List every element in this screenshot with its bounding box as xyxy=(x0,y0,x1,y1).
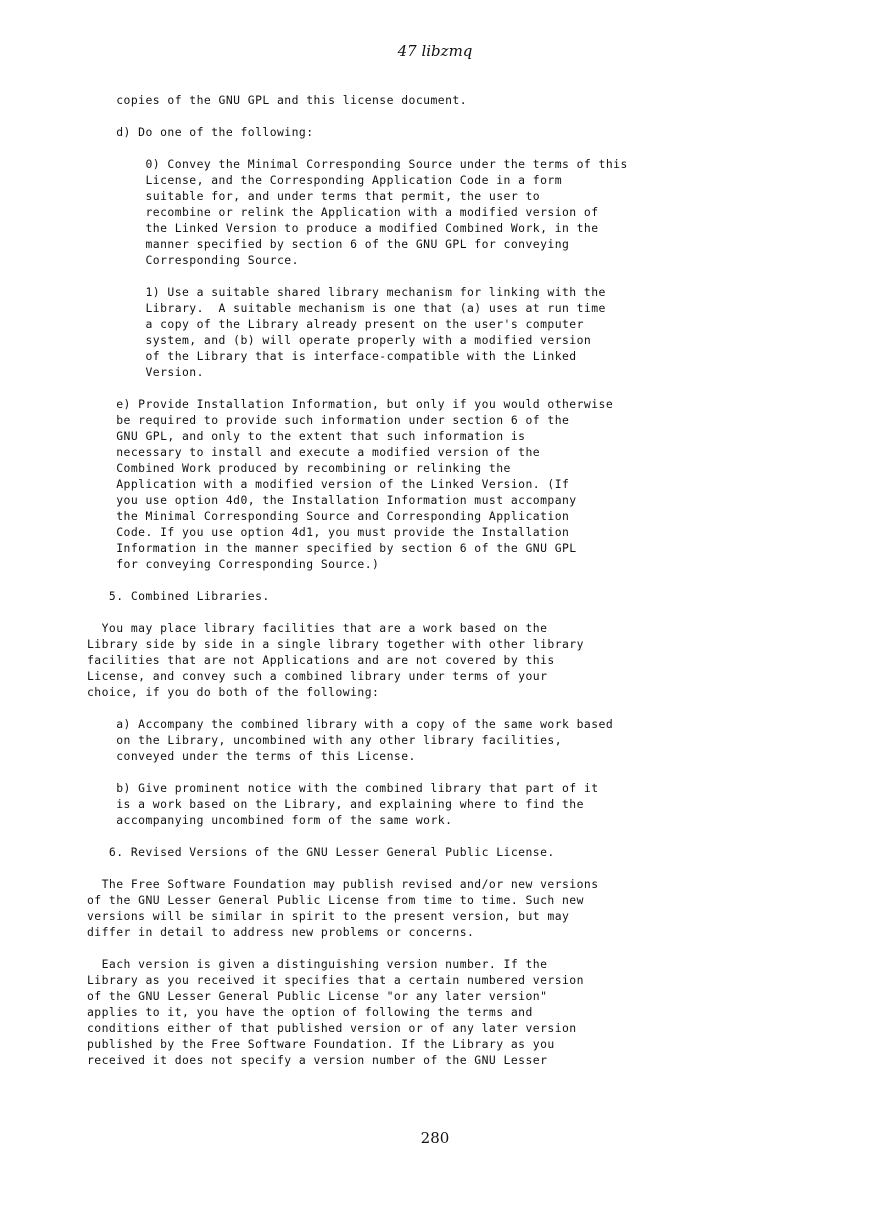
license-text-block: copies of the GNU GPL and this license document. d) Do one of the following: 0) Convey the Minimal Corresponding Source under the terms of this License, and the Corresponding Application Code in a form suitable for, and under terms that permit, the user to recombine or relink the Application with a modified version of the Linked Version to produce a modified Combined Work, in the manner specified by section 6 of the GNU GPL for conveying Corresponding Source. 1) Use a suitable shared library mechanism for linking with the Library. A suitable mechanism is one that (a) uses at run time a copy of the Library already present on the user's computer system, and (b) will operate properly with a modified version of the Library that is interface-compatible with the Linked Version. e) Provide Installation Information, but only if you would otherwise be required to provide such information under section 6 of the GNU GPL, and only to the extent that such information is necessary to install and execute a modified version of the Combined Work produced by recombining or relinking the Application with a modified version of the Linked Version. (If you use option 4d0, the Installation Information must accompany the Minimal Corresponding Source and Corresponding Application Code. If you use option 4d1, you must provide the Installation Information in the manner specified by section 6 of the GNU GPL for conveying Corresponding Source.) 5. Combined Libraries. You may place library facilities that are a work based on the Library side by side in a single library together with other library facilities that are not Applications and are not covered by this License, and convey such a combined library under terms of your choice, if you do both of the following: a) Accompany the combined library with a copy of the same work based on the Library, uncombined with any other library facilities, conveyed under the terms of this License. b) Give prominent notice with the combined library that part of it is a work based on the Library, and explaining where to find the accompanying uncombined form of the same work. 6. Revised Versions of the GNU Lesser General Public License. The Free Software Foundation may publish revised and/or new versions of the GNU Lesser General Public License from time to time. Such new versions will be similar in spirit to the present version, but may differ in detail to address new problems or concerns. Each version is given a distinguishing version number. If the Library as you received it specifies that a certain numbered version of the GNU Lesser General Public License "or any later version" applies to it, you have the option of following the terms and conditions either of that published version or of any later version published by the Free Software Foundation. If the Library as you received it does not specify a version number of the GNU Lesser xyxy=(87,93,628,1067)
running-header-title: 47 libzmq xyxy=(397,42,473,60)
page-number: 280 xyxy=(420,1129,450,1147)
